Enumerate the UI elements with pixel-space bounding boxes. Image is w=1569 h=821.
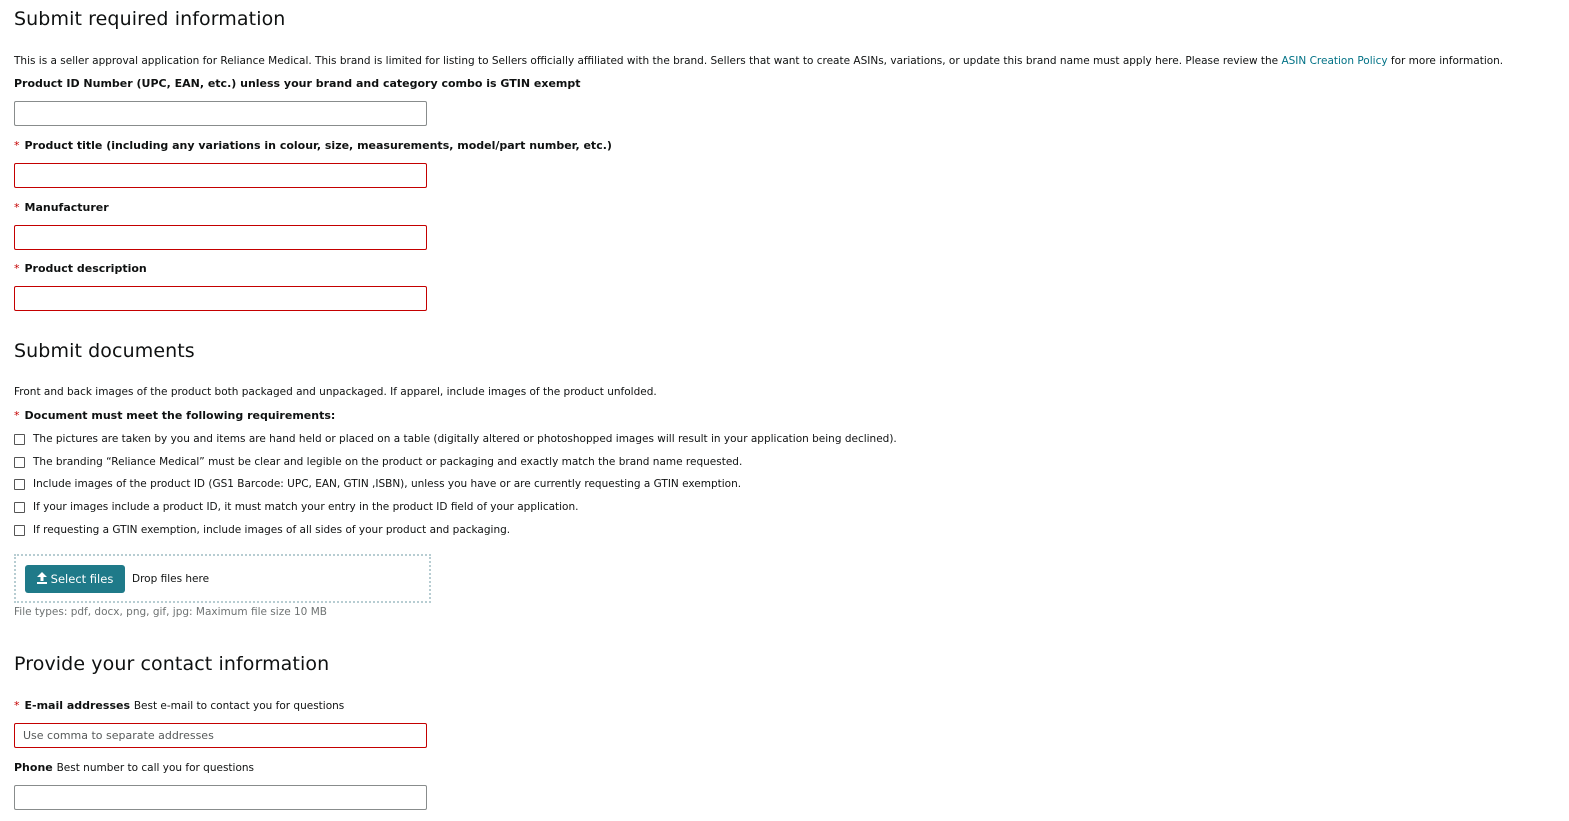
intro-text: This is a seller approval application for Reliance Medical. This brand is limited for listing to Sellers officially affiliated with the brand. Sellers that want to create ASINs, variations, or update this brand name must apply here. Please review the ASIN Creation Policy for more information. [14, 55, 1504, 67]
requirements-label: * Document must meet the following requirements: [14, 409, 336, 422]
requirement-checkbox-row[interactable]: Include images of the product ID (GS1 Barcode: UPC, EAN, GTIN ,ISBN), unless you have or are currently requesting a GTIN exemption. [14, 478, 741, 490]
product-title-input[interactable] [14, 163, 427, 188]
file-dropzone[interactable] [14, 554, 431, 603]
requirement-checkbox[interactable] [14, 434, 25, 445]
select-files-button[interactable]: Select files [25, 565, 125, 593]
product-title-label: * Product title (including any variations in colour, size, measurements, model/part number, etc.) [14, 139, 612, 152]
email-label: * E-mail addresses Best e-mail to contact you for questions [14, 699, 345, 712]
requirement-checkbox-row[interactable]: If requesting a GTIN exemption, include images of all sides of your product and packaging. [14, 524, 510, 536]
product-id-label: Product ID Number (UPC, EAN, etc.) unless your brand and category combo is GTIN exempt [14, 77, 581, 90]
requirement-checkbox[interactable] [14, 479, 25, 490]
section-title-required-info: Submit required information [14, 8, 286, 30]
requirement-checkbox-row[interactable]: The pictures are taken by you and items are hand held or placed on a table (digitally altered or photoshopped images will result in your application being declined). [14, 433, 897, 445]
file-types-note: File types: pdf, docx, png, gif, jpg: Maximum file size 10 MB [14, 606, 327, 618]
section-title-submit-documents: Submit documents [14, 340, 195, 362]
phone-label: Phone Best number to call you for questions [14, 761, 254, 774]
documents-intro-text: Front and back images of the product both packaged and unpackaged. If apparel, include images of the product unfolded. [14, 386, 657, 398]
email-input[interactable] [14, 723, 427, 748]
phone-input[interactable] [14, 785, 427, 810]
requirement-checkbox[interactable] [14, 525, 25, 536]
drop-files-text: Drop files here [132, 573, 210, 585]
requirement-checkbox[interactable] [14, 502, 25, 513]
asin-creation-policy-link[interactable]: ASIN Creation Policy [1281, 55, 1388, 67]
manufacturer-input[interactable] [14, 225, 427, 250]
product-description-label: * Product description [14, 262, 147, 275]
product-description-input[interactable] [14, 286, 427, 311]
requirement-checkbox[interactable] [14, 457, 25, 468]
product-id-input[interactable] [14, 101, 427, 126]
requirement-checkbox-row[interactable]: If your images include a product ID, it must match your entry in the product ID field of your application. [14, 501, 578, 513]
upload-icon [37, 572, 47, 587]
requirement-checkbox-row[interactable]: The branding “Reliance Medical” must be clear and legible on the product or packaging and exactly match the brand name requested. [14, 456, 742, 468]
manufacturer-label: * Manufacturer [14, 201, 109, 214]
section-title-contact-info: Provide your contact information [14, 653, 330, 675]
